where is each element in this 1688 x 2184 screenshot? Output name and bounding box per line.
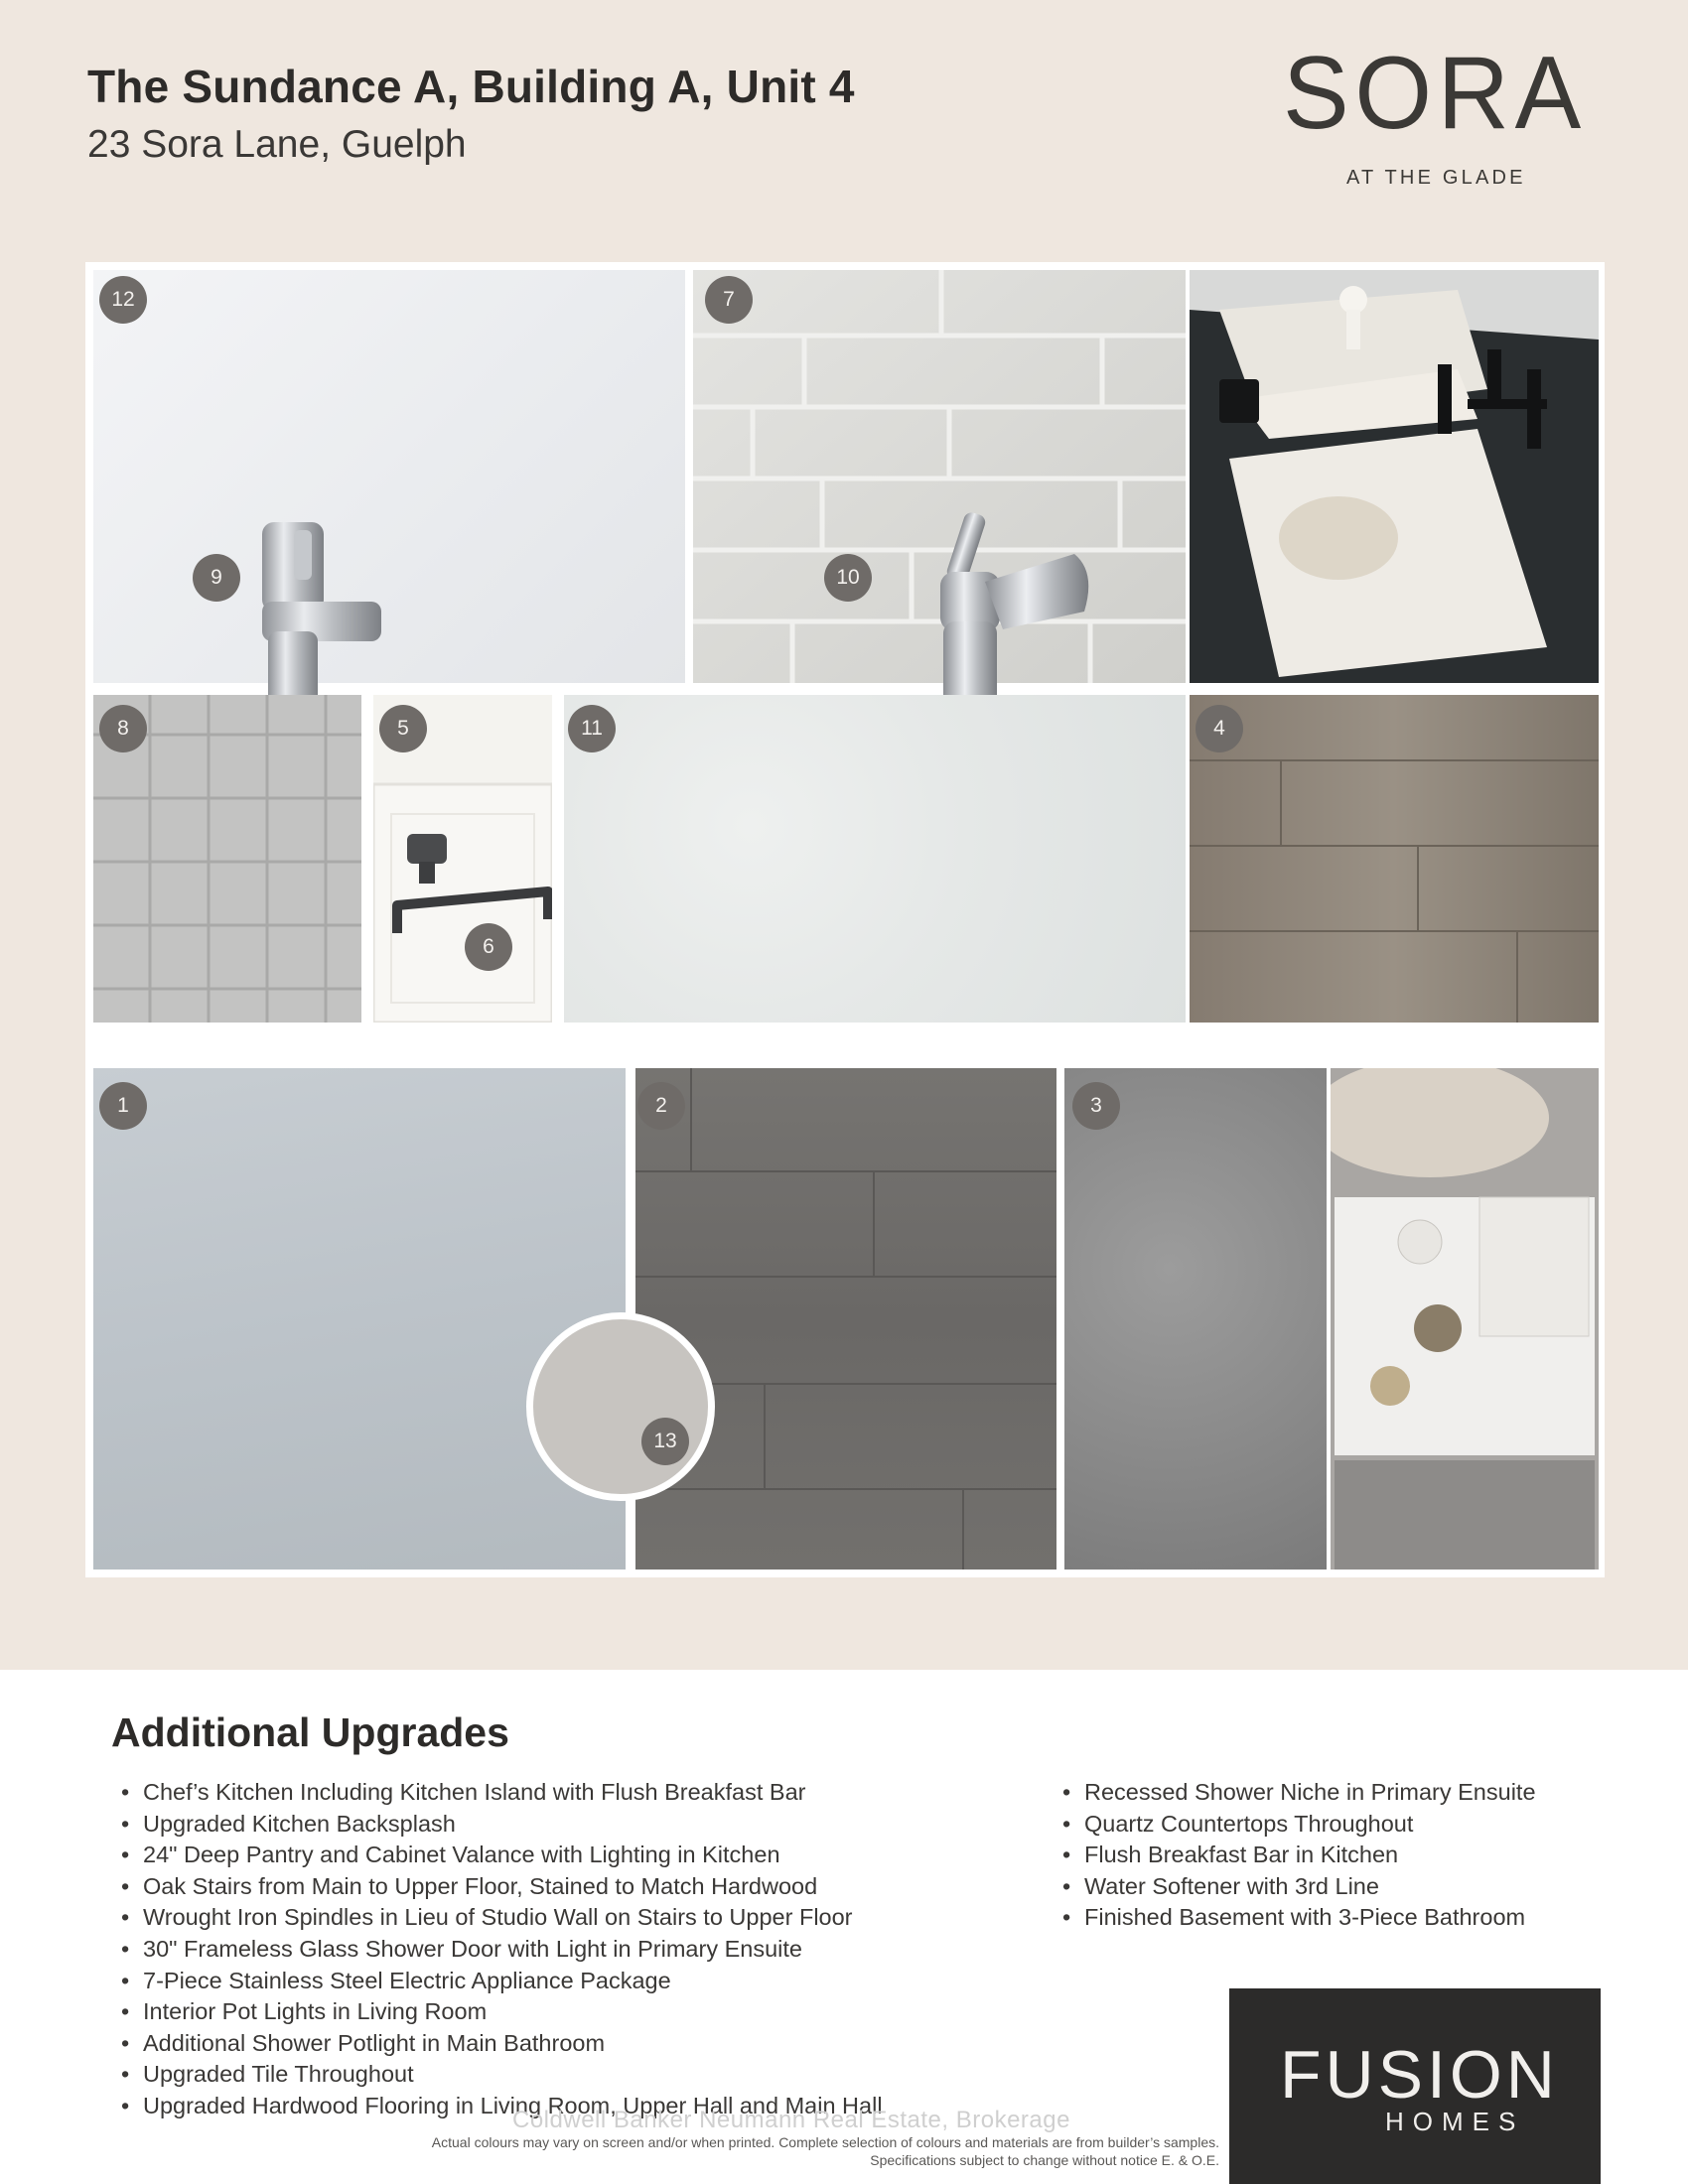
list-item: • Wrought Iron Spindles in Lieu of Studio Wall on Stairs to Upper Floor <box>111 1902 883 1934</box>
disclaimer <box>432 2133 1219 2169</box>
list-item: • Recessed Shower Niche in Primary Ensuite <box>1053 1777 1536 1809</box>
list-item: • Water Softener with 3rd Line <box>1053 1871 1536 1903</box>
badge-4: 4 <box>1196 705 1243 752</box>
tile-decor-photo-books <box>1190 270 1599 683</box>
list-item: • Quartz Countertops Throughout <box>1053 1809 1536 1841</box>
badge-2: 2 <box>637 1082 685 1130</box>
sora-logo-tagline: AT THE GLADE <box>1346 167 1526 189</box>
material-board <box>85 262 1605 1577</box>
page-title: The Sundance A, Building A, Unit 4 <box>87 61 855 112</box>
list-item: • Chef’s Kitchen Including Kitchen Island with Flush Breakfast Bar <box>111 1777 883 1809</box>
upgrades-list-left <box>111 1777 883 2122</box>
tile-quartz-countertop <box>564 695 1186 1023</box>
tile-decor-photo-magazines <box>1331 1068 1599 1570</box>
disclaimer-line-1: Actual colours may vary on screen and/or when printed. Complete selection of colours and materials are from builder’s samples. <box>431 2134 1219 2150</box>
list-item: • 30" Frameless Glass Shower Door with Light in Primary Ensuite <box>111 1934 883 1966</box>
tile-grey-porcelain-floor <box>93 1068 626 1570</box>
page-address: 23 Sora Lane, Guelph <box>87 123 467 166</box>
list-item: • Finished Basement with 3-Piece Bathroom <box>1053 1902 1536 1934</box>
list-item: • Upgraded Hardwood Flooring in Living Room, Upper Hall and Main Hall <box>111 2091 883 2122</box>
badge-12: 12 <box>99 276 147 324</box>
list-item: • Interior Pot Lights in Living Room <box>111 1996 883 2028</box>
badge-3: 3 <box>1072 1082 1120 1130</box>
list-item: • Upgraded Kitchen Backsplash <box>111 1809 883 1841</box>
tile-grey-carpet <box>1064 1068 1327 1570</box>
upgrades-title: Additional Upgrades <box>111 1709 509 1755</box>
badge-8: 8 <box>99 705 147 752</box>
sora-logo: SORA <box>1283 36 1587 151</box>
tile-wood-laminate-light <box>1190 695 1599 1023</box>
list-item: • 7-Piece Stainless Steel Electric Appliance Package <box>111 1966 883 1997</box>
list-item: • Additional Shower Potlight in Main Bathroom <box>111 2028 883 2060</box>
list-item: • Oak Stairs from Main to Upper Floor, Stained to Match Hardwood <box>111 1871 883 1903</box>
disclaimer-line-2: Specifications subject to change without notice E. & O.E. <box>870 2152 1219 2168</box>
wood-plank-graphic-light <box>1190 695 1599 1023</box>
list-item: • Flush Breakfast Bar in Kitchen <box>1053 1840 1536 1871</box>
wood-plank-graphic-grey <box>635 1068 1056 1570</box>
tile-grey-hardwood <box>635 1068 1056 1570</box>
decor-photo-graphic-2 <box>1331 1068 1599 1570</box>
badge-9: 9 <box>193 554 240 602</box>
badge-5: 5 <box>379 705 427 752</box>
paint-swatch-circle <box>526 1312 715 1501</box>
fusion-logo-sub: HOMES <box>1385 2107 1525 2136</box>
brokerage-watermark: Coldwell Banker Neumann Real Estate, Brokerage <box>512 2107 1070 2133</box>
badge-13: 13 <box>641 1418 689 1465</box>
list-item: • 24" Deep Pantry and Cabinet Valance with Lighting in Kitchen <box>111 1840 883 1871</box>
list-item: • Upgraded Tile Throughout <box>111 2059 883 2091</box>
badge-1: 1 <box>99 1082 147 1130</box>
upgrades-list-right <box>1053 1777 1536 1934</box>
decor-photo-graphic <box>1190 270 1599 683</box>
badge-7: 7 <box>705 276 753 324</box>
badge-10: 10 <box>824 554 872 602</box>
badge-11: 11 <box>568 705 616 752</box>
badge-6: 6 <box>465 923 512 971</box>
fusion-logo-word: FUSION <box>1280 2037 1559 2113</box>
